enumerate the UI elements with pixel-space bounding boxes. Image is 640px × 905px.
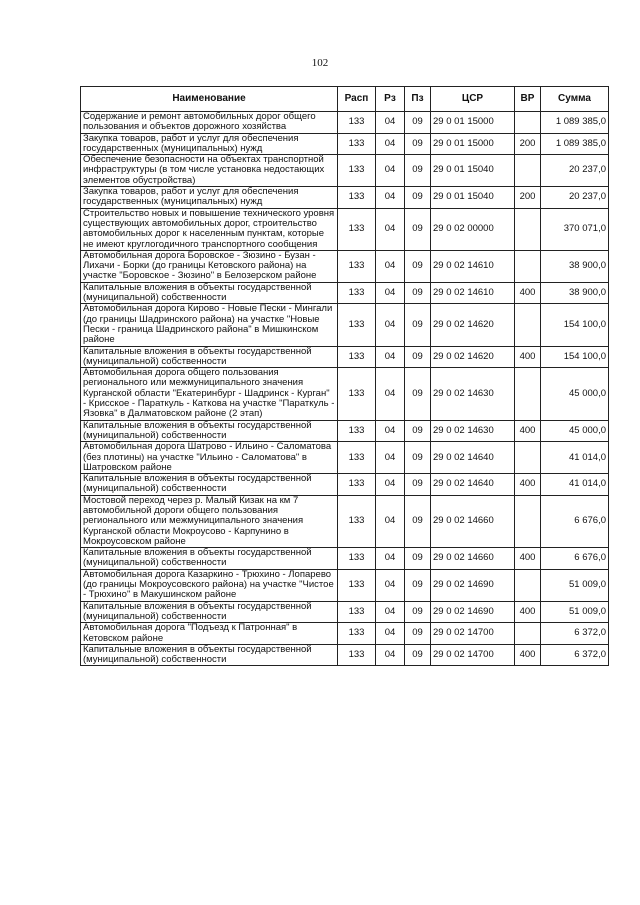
- cell-name: Автомобильная дорога Шатрово - Ильино - Саломатова (без плотины) на участке "Ильино - Саломатова" в Шатровском районе: [81, 442, 338, 474]
- cell-rz: 04: [376, 155, 405, 187]
- cell-name: Капитальные вложения в объекты государственной (муниципальной) собственности: [81, 420, 338, 442]
- table-row: [81, 623, 609, 645]
- cell-sum: 38 900,0: [541, 250, 609, 282]
- cell-csr: 29 0 01 15000: [431, 133, 515, 155]
- cell-vr: [515, 442, 541, 474]
- cell-rasp: 133: [338, 208, 376, 250]
- table-row: [81, 474, 609, 496]
- cell-sum: 38 900,0: [541, 282, 609, 304]
- table-row: [81, 304, 609, 346]
- cell-sum: 41 014,0: [541, 442, 609, 474]
- header-rasp: Расп: [338, 87, 376, 112]
- cell-name: Содержание и ремонт автомобильных дорог общего пользования и объектов дорожного хозяйства: [81, 112, 338, 134]
- cell-csr: 29 0 02 14630: [431, 420, 515, 442]
- page-number: 102: [311, 57, 329, 69]
- header-vr: ВР: [515, 87, 541, 112]
- header-rz: Рз: [376, 87, 405, 112]
- cell-csr: 29 0 02 14640: [431, 474, 515, 496]
- cell-sum: 45 000,0: [541, 368, 609, 420]
- table-row: [81, 187, 609, 209]
- cell-rasp: 133: [338, 420, 376, 442]
- table-row: [81, 601, 609, 623]
- table-row: [81, 346, 609, 368]
- cell-pz: 09: [405, 495, 431, 547]
- cell-name: Автомобильная дорога "Подъезд к Патронная" в Кетовском районе: [81, 623, 338, 645]
- cell-pz: 09: [405, 304, 431, 346]
- cell-name: Автомобильная дорога Кирово - Новые Пески - Мингали (до границы Шадринского района) на участке "Новые Пески - граница Шадринского района" в Мишкинском районе: [81, 304, 338, 346]
- cell-pz: 09: [405, 644, 431, 666]
- cell-vr: [515, 368, 541, 420]
- cell-pz: 09: [405, 601, 431, 623]
- cell-vr: 400: [515, 346, 541, 368]
- cell-rz: 04: [376, 474, 405, 496]
- cell-rz: 04: [376, 187, 405, 209]
- cell-vr: [515, 250, 541, 282]
- cell-rasp: 133: [338, 155, 376, 187]
- cell-csr: 29 0 01 15040: [431, 187, 515, 209]
- cell-csr: 29 0 02 14620: [431, 304, 515, 346]
- table-body: [81, 112, 609, 666]
- cell-name: Капитальные вложения в объекты государственной (муниципальной) собственности: [81, 346, 338, 368]
- cell-rz: 04: [376, 133, 405, 155]
- cell-sum: 20 237,0: [541, 155, 609, 187]
- table-row: [81, 495, 609, 547]
- cell-pz: 09: [405, 346, 431, 368]
- table-row: [81, 644, 609, 666]
- cell-rz: 04: [376, 623, 405, 645]
- cell-vr: 400: [515, 420, 541, 442]
- cell-rasp: 133: [338, 623, 376, 645]
- cell-name: Автомобильная дорога Боровское - Зюзино - Бузан - Лихачи - Борки (до границы Кетовского района) на участке "Боровское - Зюзино" в Белозерском районе: [81, 250, 338, 282]
- cell-pz: 09: [405, 569, 431, 601]
- cell-csr: 29 0 01 15000: [431, 112, 515, 134]
- cell-rasp: 133: [338, 548, 376, 570]
- cell-rz: 04: [376, 548, 405, 570]
- cell-sum: 51 009,0: [541, 569, 609, 601]
- cell-rz: 04: [376, 112, 405, 134]
- cell-rasp: 133: [338, 569, 376, 601]
- cell-pz: 09: [405, 187, 431, 209]
- cell-name: Мостовой переход через р. Малый Кизак на км 7 автомобильной дороги общего пользования регионального или межмуниципального значения Курганской области Мокроусово - Карпунино в Мокроусовском районе: [81, 495, 338, 547]
- cell-pz: 09: [405, 442, 431, 474]
- cell-rasp: 133: [338, 112, 376, 134]
- cell-rz: 04: [376, 346, 405, 368]
- cell-rz: 04: [376, 644, 405, 666]
- cell-csr: 29 0 02 00000: [431, 208, 515, 250]
- cell-pz: 09: [405, 623, 431, 645]
- cell-rasp: 133: [338, 282, 376, 304]
- cell-csr: 29 0 02 14660: [431, 548, 515, 570]
- cell-csr: 29 0 02 14610: [431, 250, 515, 282]
- header-pz: Пз: [405, 87, 431, 112]
- cell-csr: 29 0 02 14690: [431, 569, 515, 601]
- cell-name: Капитальные вложения в объекты государственной (муниципальной) собственности: [81, 601, 338, 623]
- cell-vr: [515, 495, 541, 547]
- cell-name: Обеспечение безопасности на объектах транспортной инфраструктуры (в том числе установка недостающих элементов обустройства): [81, 155, 338, 187]
- cell-rz: 04: [376, 282, 405, 304]
- cell-name: Строительство новых и повышение технического уровня существующих автомобильных дорог, строительство автомобильных дорог к населенным пунктам, которые не имеют круглогодичного транспортного сообщения: [81, 208, 338, 250]
- cell-rasp: 133: [338, 133, 376, 155]
- cell-rasp: 133: [338, 442, 376, 474]
- cell-name: Капитальные вложения в объекты государственной (муниципальной) собственности: [81, 282, 338, 304]
- table-row: [81, 155, 609, 187]
- cell-sum: 41 014,0: [541, 474, 609, 496]
- cell-pz: 09: [405, 155, 431, 187]
- cell-sum: 51 009,0: [541, 601, 609, 623]
- cell-csr: 29 0 02 14690: [431, 601, 515, 623]
- cell-csr: 29 0 02 14640: [431, 442, 515, 474]
- table-row: [81, 420, 609, 442]
- cell-vr: [515, 208, 541, 250]
- cell-rz: 04: [376, 368, 405, 420]
- cell-pz: 09: [405, 474, 431, 496]
- cell-sum: 1 089 385,0: [541, 112, 609, 134]
- cell-csr: 29 0 02 14700: [431, 644, 515, 666]
- table-header-row: [81, 87, 609, 112]
- cell-rz: 04: [376, 304, 405, 346]
- cell-sum: 45 000,0: [541, 420, 609, 442]
- header-csr: ЦСР: [431, 87, 515, 112]
- cell-vr: 400: [515, 282, 541, 304]
- table-row: [81, 282, 609, 304]
- cell-rz: 04: [376, 442, 405, 474]
- cell-rz: 04: [376, 420, 405, 442]
- cell-sum: 6 372,0: [541, 623, 609, 645]
- cell-sum: 370 071,0: [541, 208, 609, 250]
- table-row: [81, 548, 609, 570]
- cell-sum: 154 100,0: [541, 346, 609, 368]
- table-row: [81, 133, 609, 155]
- cell-vr: [515, 112, 541, 134]
- cell-name: Капитальные вложения в объекты государственной (муниципальной) собственности: [81, 644, 338, 666]
- cell-sum: 6 676,0: [541, 548, 609, 570]
- cell-vr: [515, 155, 541, 187]
- cell-vr: [515, 304, 541, 346]
- cell-pz: 09: [405, 208, 431, 250]
- cell-vr: 400: [515, 474, 541, 496]
- cell-csr: 29 0 02 14620: [431, 346, 515, 368]
- cell-rz: 04: [376, 569, 405, 601]
- cell-vr: 200: [515, 133, 541, 155]
- cell-rasp: 133: [338, 644, 376, 666]
- cell-csr: 29 0 01 15040: [431, 155, 515, 187]
- table-row: [81, 208, 609, 250]
- cell-rz: 04: [376, 601, 405, 623]
- cell-rasp: 133: [338, 187, 376, 209]
- cell-sum: 6 676,0: [541, 495, 609, 547]
- cell-name: Закупка товаров, работ и услуг для обеспечения государственных (муниципальных) нужд: [81, 133, 338, 155]
- cell-rasp: 133: [338, 601, 376, 623]
- cell-vr: 400: [515, 548, 541, 570]
- table-row: [81, 368, 609, 420]
- cell-sum: 154 100,0: [541, 304, 609, 346]
- cell-csr: 29 0 02 14700: [431, 623, 515, 645]
- cell-rz: 04: [376, 250, 405, 282]
- cell-rz: 04: [376, 208, 405, 250]
- cell-rasp: 133: [338, 368, 376, 420]
- cell-name: Автомобильная дорога Казаркино - Трюхино - Лопарево (до границы Мокроусовского района) на участке "Чистое - Трюхино" в Макушинском районе: [81, 569, 338, 601]
- cell-pz: 09: [405, 282, 431, 304]
- cell-vr: 200: [515, 187, 541, 209]
- cell-rasp: 133: [338, 250, 376, 282]
- cell-rasp: 133: [338, 495, 376, 547]
- cell-csr: 29 0 02 14630: [431, 368, 515, 420]
- cell-pz: 09: [405, 250, 431, 282]
- cell-csr: 29 0 02 14660: [431, 495, 515, 547]
- cell-vr: [515, 569, 541, 601]
- header-name: Наименование: [81, 87, 338, 112]
- cell-rasp: 133: [338, 474, 376, 496]
- cell-rasp: 133: [338, 304, 376, 346]
- cell-pz: 09: [405, 112, 431, 134]
- cell-name: Автомобильная дорога общего пользования регионального или межмуниципального значения Курганской области "Екатеринбург - Шадринск - Курган" - Крисское - Параткуль - Каткова на участке "Параткуль - Язовка" в Далматовском районе (2 этап): [81, 368, 338, 420]
- cell-sum: 20 237,0: [541, 187, 609, 209]
- cell-rasp: 133: [338, 346, 376, 368]
- table-row: [81, 569, 609, 601]
- cell-name: Капитальные вложения в объекты государственной (муниципальной) собственности: [81, 548, 338, 570]
- table-row: [81, 442, 609, 474]
- cell-vr: 400: [515, 644, 541, 666]
- cell-pz: 09: [405, 548, 431, 570]
- table-row: [81, 250, 609, 282]
- cell-pz: 09: [405, 420, 431, 442]
- cell-pz: 09: [405, 133, 431, 155]
- cell-csr: 29 0 02 14610: [431, 282, 515, 304]
- cell-name: Капитальные вложения в объекты государственной (муниципальной) собственности: [81, 474, 338, 496]
- cell-rz: 04: [376, 495, 405, 547]
- cell-vr: 400: [515, 601, 541, 623]
- cell-pz: 09: [405, 368, 431, 420]
- cell-sum: 6 372,0: [541, 644, 609, 666]
- budget-table: [80, 86, 609, 666]
- table-row: [81, 112, 609, 134]
- header-sum: Сумма: [541, 87, 609, 112]
- cell-name: Закупка товаров, работ и услуг для обеспечения государственных (муниципальных) нужд: [81, 187, 338, 209]
- cell-vr: [515, 623, 541, 645]
- cell-sum: 1 089 385,0: [541, 133, 609, 155]
